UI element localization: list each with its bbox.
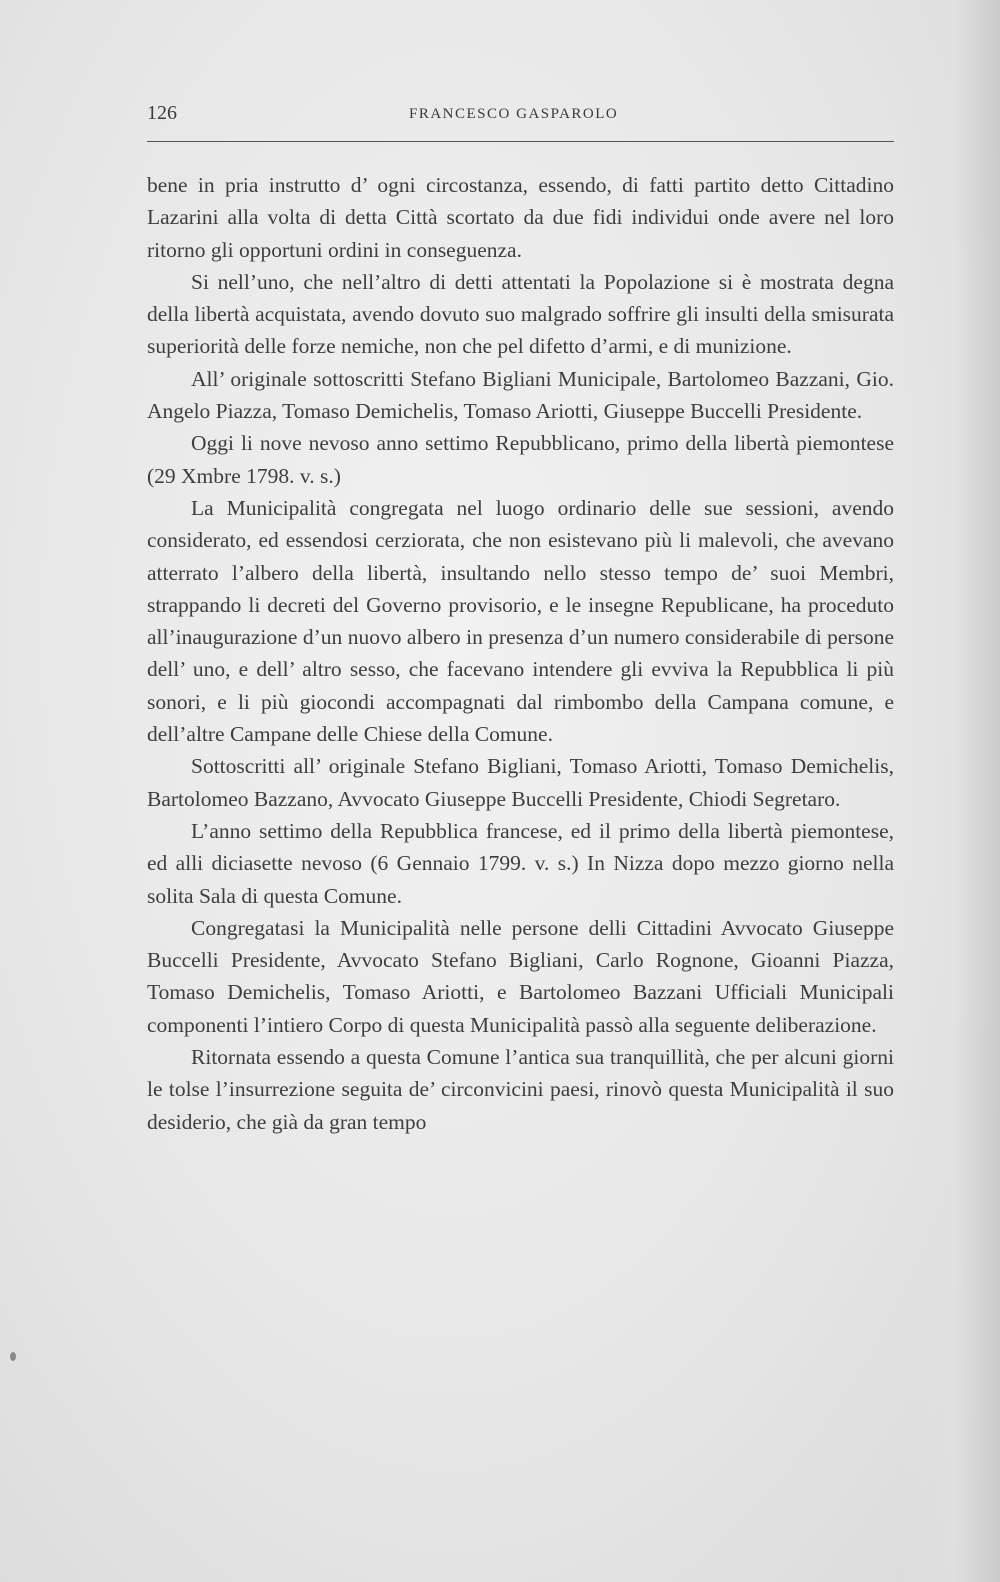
stray-ink-mark bbox=[10, 1352, 16, 1361]
paragraph-municipality-session: La Municipalità congregata nel luogo ordinario delle sue sessioni, avendo considerato, ed essendosi cerziorata, che non esistevano più li malevoli, che avevano atterrato l’albero della libertà, insultando nello stesso tempo de’ suoi Membri, strappando li decreti del Governo provisorio, e le insegne Republicane, ha proceduto all’inaugurazione d’un nuovo albero in presenza d’un numero considerabile di persone dell’ uno, e dell’ altro sesso, che facevano intendere gli evviva la Repubblica li più sonori, e li più giocondi accompagnati dal rimbombo della Campana comune, e dell’altre Campane delle Chiese della Comune. bbox=[147, 495, 894, 747]
body-text bbox=[147, 169, 894, 1138]
paragraph-population: Si nell’uno, che nell’altro di detti attentati la Popolazione si è mostrata degna della libertà acquistata, avendo dovuto suo malgrado soffrire gli insulti della smisurata superiorità delle forze nemiche, non che pel difetto d’armi, e di munizione. bbox=[147, 269, 894, 359]
page-header bbox=[147, 100, 894, 130]
paragraph-signatories-second: Sottoscritti all’ originale Stefano Bigliani, Tomaso Ariotti, Tomaso Demichelis, Bartolomeo Bazzano, Avvocato Giuseppe Buccelli Presidente, Chiodi Segretaro. bbox=[147, 754, 894, 811]
paragraph-date-nevoso: Oggi li nove nevoso anno settimo Repubblicano, primo della libertà piemontese (29 Xmbre 1798. v. s.) bbox=[147, 431, 894, 488]
paragraph-date-gennaio: L’anno settimo della Repubblica francese, ed il primo della libertà piemontese, ed alli diciasette nevoso (6 Gennaio 1799. v. s.) In Nizza dopo mezzo giorno nella solita Sala di questa Comune. bbox=[147, 818, 894, 908]
running-title: FRANCESCO GASPAROLO bbox=[409, 106, 619, 122]
header-rule bbox=[147, 141, 894, 142]
paragraph-congregation: Congregatasi la Municipalità nelle persone delli Cittadini Avvocato Giuseppe Buccelli Presidente, Avvocato Stefano Bigliani, Carlo Rognone, Gioanni Piazza, Tomaso Demichelis, Tomaso Ariotti, e Bartolomeo Bazzani Ufficiali Municipali componenti l’intiero Corpo di questa Municipalità passò alla seguente deliberazione. bbox=[147, 915, 894, 1037]
paragraph-tranquillity: Ritornata essendo a questa Comune l’antica sua tranquillità, che per alcuni giorni le tolse l’insurrezione seguita de’ circonvicini paesi, rinovò questa Municipalità il suo desiderio, che già da gran tempo bbox=[147, 1045, 894, 1134]
paragraph-continuation: bene in pria instrutto d’ ogni circostanza, essendo, di fatti partito detto Cittadino Lazarini alla volta di detta Città scortato da due fidi individui onde avere nel loro ritorno gli opportuni ordini in conseguenza. bbox=[147, 173, 894, 262]
page-number: 126 bbox=[147, 102, 177, 124]
paragraph-signatories: All’ originale sottoscritti Stefano Bigliani Municipale, Bartolomeo Bazzani, Gio. Angelo Piazza, Tomaso Demichelis, Tomaso Ariotti, Giuseppe Buccelli Presidente. bbox=[147, 366, 894, 424]
